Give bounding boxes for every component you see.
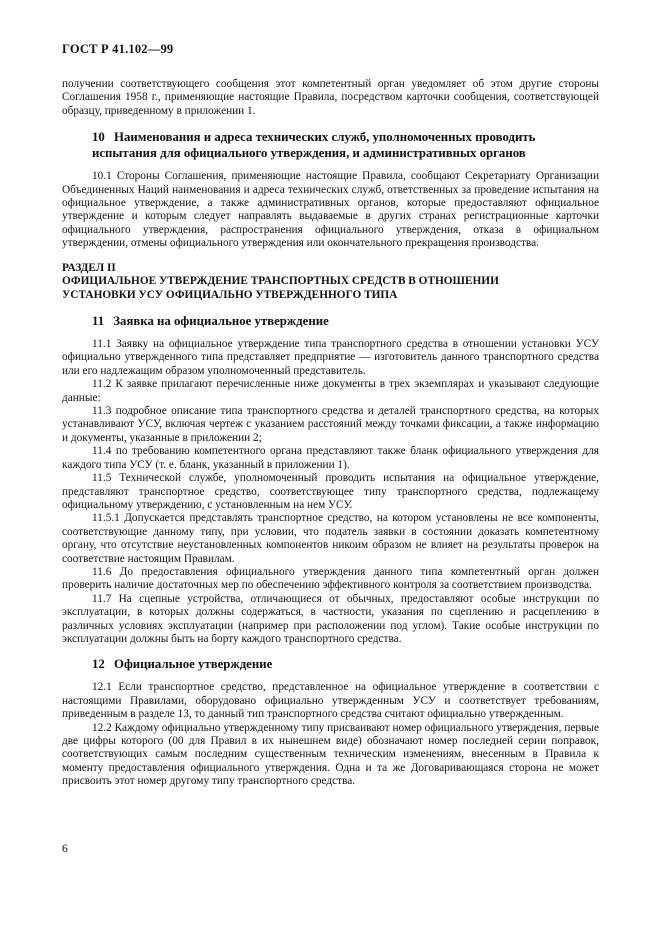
section-10-number: 10 xyxy=(92,130,105,145)
part-2-title-line-2: УСТАНОВКИ УСУ ОФИЦИАЛЬНО УТВЕРЖДЕННОГО ТИПА xyxy=(62,289,398,302)
section-12-heading xyxy=(92,656,599,672)
paragraph-10-1: 10.1 Стороны Соглашения, применяющие настоящие Правила, сообщают Секретариату Организации Объединенных Наций наименования и адреса технических служб, ответственных за проведение испытания на официальное утверждение, а также административных органов, которые предоставляют официальное утверждение и которым следует направлять выдаваемые в других странах регистрационные карточки официального утверждения, распространения официального утверждения, отказа в официальном утверждении, отмены официального утверждения или окончательного прекращения производства. xyxy=(62,170,599,250)
page-number: 6 xyxy=(62,843,68,855)
part-2-heading xyxy=(62,262,599,303)
paragraph-11-4: 11.4 по требованию компетентного органа представляют также бланк официального утверждения для каждого типа УСУ (т. е. бланк, указанный в приложении 1). xyxy=(62,445,599,471)
paragraph-11-5: 11.5 Технической службе, уполномоченный проводить испытания на официальное утверждение, представляют транспортное средство, соответствующее типу транспортного средства, подлежащему официальному утверждению, с установленным на нем УСУ. xyxy=(62,472,599,511)
part-2-title-line-1: ОФИЦИАЛЬНОЕ УТВЕРЖДЕНИЕ ТРАНСПОРТНЫХ СРЕДСТВ В ОТНОШЕНИИ xyxy=(62,275,499,288)
paragraph-11-7: 11.7 На сцепные устройства, отличающиеся от обычных, предоставляют особые инструкции по эксплуатации, в которых должны содержаться, в частности, указания по сцеплению и расцеплению в различных условиях эксплуатации (например при расположении под углом). Такие особые инструкции по эксплуатации должны быть на борту каждого транспортного средства. xyxy=(62,592,599,645)
section-11-number: 11 xyxy=(92,314,105,329)
paragraph-11-3: 11.3 подробное описание типа транспортного средства и деталей транспортного средства, на которых устанавливают УСУ, включая чертеж с указанием расстояний между точками фиксации, а также информацию и документы, указанные в приложении 2; xyxy=(62,405,599,444)
section-12-number: 12 xyxy=(92,657,105,672)
paragraph-11-1: 11.1 Заявку на официальное утверждение типа транспортного средства в отношении установки УСУ официально утвержденного типа представляет предприятие — изготовитель данного транспортного средства или его надлежащим образом уполномоченный представитель. xyxy=(62,338,599,377)
paragraph-12-2: 12.2 Каждому официально утвержденному типу присваивают номер официального утверждения, первые две цифры которого (00 для Правил в их нынешнем виде) обозначают номер последней серии поправок, соответствующих самым последним существенным техническим изменениям, внесенным в Правила к моменту предоставления официального утверждения. Одна и та же Договаривающаяся сторона не может присвоить этот номер другому типу транспортного средства. xyxy=(62,721,599,788)
section-11-heading xyxy=(92,313,599,329)
part-2-label: РАЗДЕЛ II xyxy=(62,261,116,274)
paragraph-11-5-1: 11.5.1 Допускается представлять транспортное средство, на котором установлены не все компоненты, соответствующие данному типу, при условии, что податель заявки в состоянии доказать компетентному органу, что отсутствие неустановленных компонентов никоим образом не влияет на результаты проверок на соответствие настоящим Правилам. xyxy=(62,512,599,565)
paragraph-11-2: 11.2 К заявке прилагают перечисленные ниже документы в трех экземплярах и указывают следующие данные: xyxy=(62,378,599,404)
paragraph-11-6: 11.6 До предоставления официального утверждения данного типа компетентный орган должен проверить наличие достаточных мер по обеспечению эффективного контроля за соответствием производства. xyxy=(62,565,599,592)
paragraph-12-1: 12.1 Если транспортное средство, представленное на официальное утверждение в соответствии с настоящими Правилами, оборудовано официально утвержденным УСУ и соответствует требованиям, приведенным в разделе 13, то данный тип транспортного средства считают официально утвержденным. xyxy=(62,681,599,721)
section-10-heading xyxy=(92,129,599,161)
section-10-title: Наименования и адреса технических служб, уполномоченных проводить испытания для официального утверждения, и административных органов xyxy=(92,130,536,161)
paragraph-continuation: получении соответствующего сообщения этот компетентный орган уведомляет об этом другие стороны Соглашения 1958 г., применяющие настоящие Правила, посредством карточки сообщения, соответствующей образцу, приведенному в приложении 1. xyxy=(62,78,599,117)
section-12-title: Официальное утверждение xyxy=(114,657,273,672)
section-11-title: Заявка на официальное утверждение xyxy=(113,314,329,329)
document-body xyxy=(62,78,599,789)
document-code-header: ГОСТ Р 41.102—99 xyxy=(62,42,174,56)
